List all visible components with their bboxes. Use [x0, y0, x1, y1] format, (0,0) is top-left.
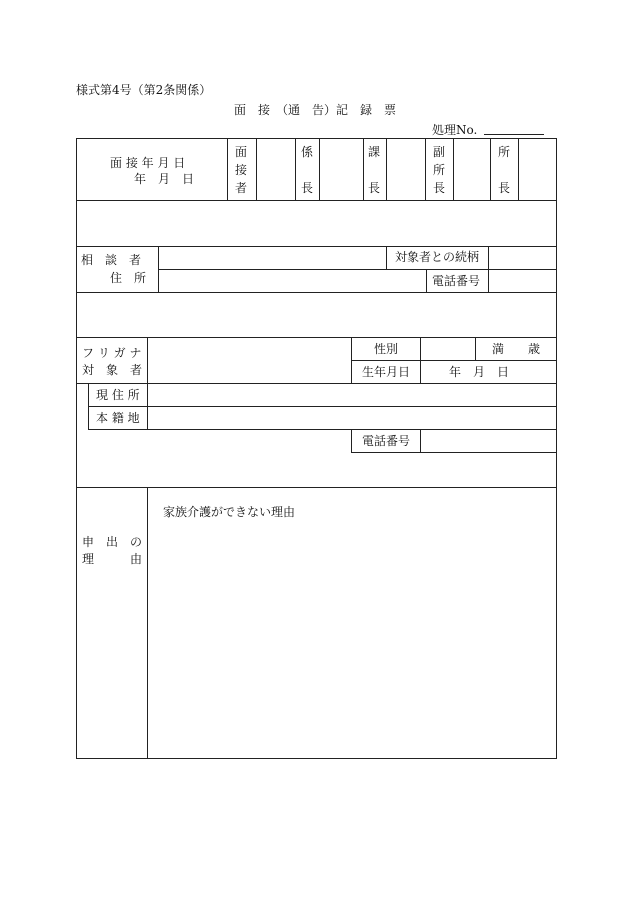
current-address-label: 現 住 所 — [96, 388, 140, 402]
subject-phone-label: 電話番号 — [362, 434, 411, 448]
consultant-address-label: 住 所 — [110, 271, 147, 285]
form-number: 様式第4号（第2条関係） — [76, 83, 212, 97]
age-suffix-label: 歳 — [528, 342, 541, 356]
blank-row-2[interactable] — [77, 293, 556, 337]
birthdate-format: 年 月 日 — [449, 365, 510, 379]
stamp-interviewer-label: 面 接 者 — [234, 145, 247, 195]
stamp-section-head-box[interactable] — [387, 139, 425, 200]
registered-domicile-label: 本 籍 地 — [96, 411, 140, 425]
page-title: 面 接 （通 告）記 録 票 — [234, 103, 397, 117]
process-no-label: 処理No. — [432, 123, 478, 137]
stamp-deputy-director-label: 副 所 長 — [432, 145, 445, 195]
consultant-label: 相 談 者 — [81, 253, 142, 267]
gender-field[interactable] — [421, 338, 475, 360]
consultant-address-field[interactable] — [159, 270, 426, 292]
furigana-label: フ リ ガ ナ — [82, 346, 142, 360]
subject-phone-field[interactable] — [421, 430, 556, 452]
reason-label-line2: 理 由 — [82, 552, 143, 566]
interview-date-field[interactable] — [77, 139, 227, 200]
stamp-director-label: 所 長 — [497, 145, 510, 195]
blank-row-3[interactable] — [77, 453, 556, 487]
registered-domicile-field[interactable] — [148, 407, 556, 429]
stamp-section-head-label: 課 長 — [367, 145, 380, 195]
stamp-deputy-director-box[interactable] — [454, 139, 490, 200]
subject-label: 対 象 者 — [82, 363, 143, 377]
process-no-field[interactable] — [484, 122, 544, 135]
birthdate-field[interactable] — [421, 361, 556, 383]
stamp-chief-box[interactable] — [320, 139, 363, 200]
reason-prompt: 家族介護ができない理由 — [163, 505, 296, 519]
stamp-director-box[interactable] — [519, 139, 556, 200]
consultant-phone-field[interactable] — [489, 270, 556, 292]
age-prefix-label: 満 — [492, 342, 505, 356]
gender-label: 性別 — [374, 342, 399, 356]
stamp-chief-label: 係 長 — [300, 145, 313, 195]
relation-field[interactable] — [489, 247, 556, 269]
interview-record-form — [76, 138, 557, 759]
current-address-field[interactable] — [148, 384, 556, 406]
subject-name-field[interactable] — [148, 338, 351, 383]
birthdate-label: 生年月日 — [362, 365, 411, 379]
stamp-interviewer-box[interactable] — [257, 139, 295, 200]
reason-field[interactable] — [148, 523, 556, 758]
reason-label-line1: 申 出 の — [82, 535, 143, 549]
blank-row-1[interactable] — [77, 201, 556, 246]
age-field[interactable] — [476, 338, 556, 360]
interview-date-format: 年 月 日 — [134, 172, 195, 186]
consultant-name-field[interactable] — [159, 247, 386, 269]
relation-label: 対象者との続柄 — [395, 250, 480, 264]
consultant-phone-label: 電話番号 — [432, 274, 481, 288]
interview-date-label: 面 接 年 月 日 — [110, 156, 186, 170]
